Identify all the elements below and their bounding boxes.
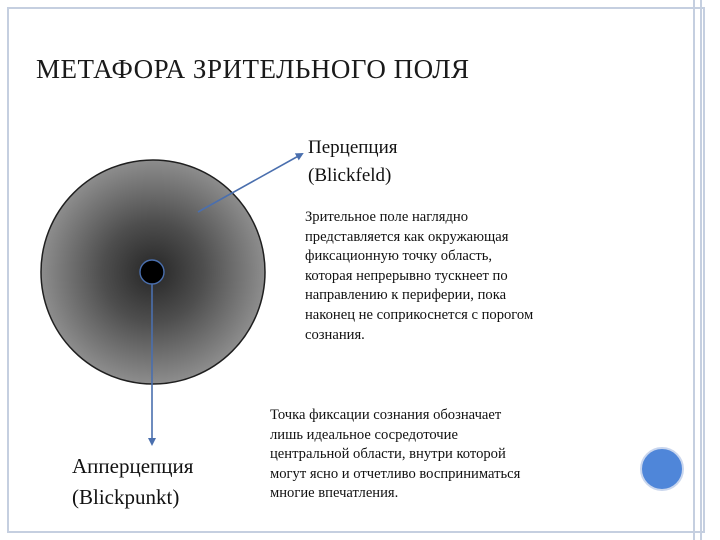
fixation-point-description xyxy=(264,406,626,504)
description-line: сознания. xyxy=(305,326,365,343)
perception-label-line: Перцепция xyxy=(308,137,398,158)
description-line: центральной области, внутри которой xyxy=(270,446,506,463)
slide-title: МЕТАФОРА ЗРИТЕЛЬНОГО ПОЛЯ xyxy=(36,54,470,84)
visual-field-description xyxy=(305,208,635,345)
description-line: могут ясно и отчетливо восприниматься xyxy=(270,465,521,482)
slide-nav-circle-icon[interactable] xyxy=(640,447,684,491)
apperception-label-line: (Blickpunkt) xyxy=(72,485,180,509)
description-line: направлению к периферии, пока xyxy=(305,287,507,304)
description-line: наконец не соприкоснется с порогом xyxy=(305,306,534,323)
fixation-point xyxy=(140,260,164,284)
perception-label-line: (Blickfeld) xyxy=(308,165,392,186)
description-line: представляется как окружающая xyxy=(305,228,509,245)
description-line: лишь идеальное сосредоточие xyxy=(270,426,458,443)
description-line: которая непрерывно тускнеет по xyxy=(305,267,508,284)
description-line: фиксационную точку область, xyxy=(305,248,493,265)
description-line: Зрительное поле наглядно xyxy=(305,209,469,225)
perception-label xyxy=(308,134,398,190)
description-line: Точка фиксации сознания обозначает xyxy=(270,407,502,423)
description-line: многие впечатления. xyxy=(270,485,399,502)
apperception-label xyxy=(72,451,193,513)
apperception-label-line: Апперцепция xyxy=(72,454,194,478)
